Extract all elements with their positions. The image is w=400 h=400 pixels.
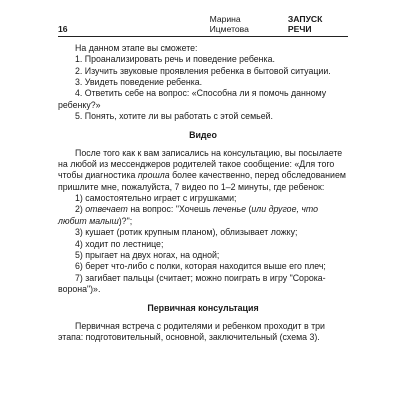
video-item-6: 6) берет что-либо с полки, которая находится выше его плеч; [75,261,326,272]
video-item-7: 7) загибает пальцы (считает; можно поиграть в игру "Сорока-ворона")». [58,272,326,294]
video-item-2-italic: или другое, что любит малыш [58,204,319,226]
video-item-5: 5) прыгает на двух ногах, на одной; [75,249,220,260]
book-title: ЗАПУСК РЕЧИ [287,14,323,34]
page-body [58,43,348,343]
intro-lead: На данном этапе вы сможете: [75,43,198,53]
running-header [58,14,348,37]
intro-item-3: 3. Увидеть поведение ребенка. [75,77,203,88]
video-paragraph-text-b: более качественно, перед обследованием пришлите мне, пожалуйста, 7 видео по 1–2 минуты, где ребенок: [58,170,346,192]
video-item-1: 1) самостоятельно играет с игрушками; [75,193,237,204]
video-item-2-part: )?"; [118,215,133,226]
video-item-4: 4) ходит по лестнице; [75,238,164,249]
intro-item-5: 5. Понять, хотите ли вы работать с этой семьей. [75,111,273,122]
video-item-2-part: 2) [75,204,86,215]
intro-item-4: 4. Ответить себе на вопрос: «Способна ли я помочь данному ребенку?» [58,88,327,110]
author-name: Марина Ицметова [209,14,249,34]
section-heading-consultation: Первичная консультация [147,303,259,314]
video-item-2-part: ( [246,204,252,215]
video-item-2-part: на вопрос: "Хочешь [127,204,213,215]
intro-item-1: 1. Проанализировать речь и поведение ребенка. [75,54,275,65]
page-number: 16 [58,24,68,34]
video-item-2-italic: печенье [212,204,247,215]
video-item-2-italic: отвечает [85,204,128,215]
consultation-paragraph: Первичная встреча с родителями и ребенком проходит в три этапа: подготовительный, основной, заключительный (схема 3). [58,320,325,342]
intro-item-2: 2. Изучить звуковые проявления ребенка в бытовой ситуации. [75,65,331,76]
video-item-3: 3) кушает (ротик крупным планом), облизывает ложку; [75,227,298,238]
video-item-2 [58,204,348,227]
video-paragraph-italic: прошла [137,170,170,181]
section-heading-video: Видео [189,130,217,141]
video-paragraph-text-a: После того как к вам записались на консультацию, вы посылаете на любой из мессенджеров родителей такое сообщение: «Для того чтобы диагностика [58,147,343,181]
video-paragraph [58,148,348,193]
